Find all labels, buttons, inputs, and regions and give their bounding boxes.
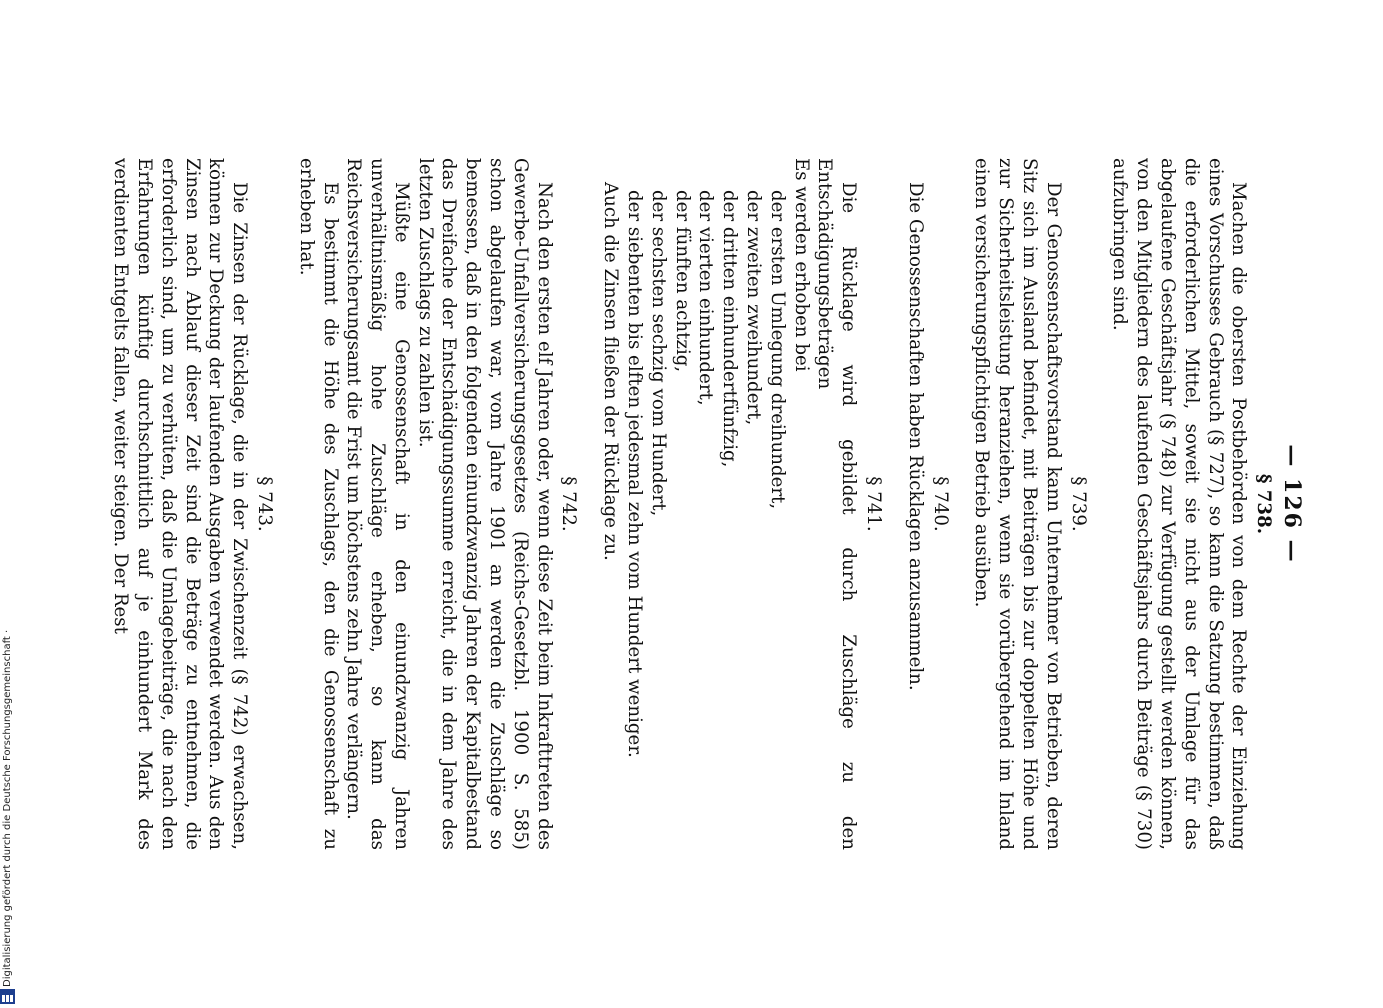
dfg-logo-icon — [0, 989, 15, 1000]
paragraph: Auch die Zinsen fließen der Rücklage zu. — [600, 182, 622, 561]
section-742 — [294, 158, 581, 850]
list-item: der siebenten bis elften jedesmal zehn vom Hundert weniger. — [624, 190, 646, 758]
list-item: der zweiten zweihundert, — [743, 190, 765, 426]
section-743 — [108, 158, 276, 850]
list-item: der ersten Umlegung dreihundert, — [766, 190, 788, 510]
section-739 — [970, 158, 1090, 850]
digitization-stamp — [0, 607, 16, 1000]
paragraph: Die Rücklage wird gebildet durch Zuschläge zu den Entschädigungsbeträgen — [814, 158, 860, 850]
section-heading: § 743. — [253, 476, 275, 532]
paragraph: Die Genossenschaften haben Rücklagen anzusammeln. — [904, 182, 926, 691]
paragraph: Der Genossenschaftsvorstand kann Unternehmer von Betrieben, deren Sitz sich im Ausland befindet, mit Beiträgen bis zur doppelten Höhe und zur Sicherheitsleistung heranziehen, wenn sie vorübergehend im Inland einen versicherungspflichtigen Betrieb ausüben. — [971, 158, 1064, 850]
paragraph: Es werden erhoben bei — [790, 158, 812, 372]
list-item: der sechsten sechzig vom Hundert, — [647, 190, 669, 517]
paragraph: Nach den ersten elf Jahren oder, wenn diese Zeit beim Inkrafttreten des Gewerbe-Unfallversicherungsgesetzes (Reichs-Gesetzbl. 1900 S. 585) schon abgelaufen war, vom Jahre 1901 an werden die Zuschläge so bemessen, daß in den folgenden einundzwanzig Jahren der Kapitalbestand das Dreifache der Entschädigungssumme erreicht, die in dem Jahre des letzten Zuschlags zu zahlen ist. — [414, 158, 555, 850]
section-738 — [1108, 158, 1276, 850]
section-741 — [598, 158, 885, 850]
section-heading: § 739. — [1067, 476, 1089, 532]
list-item: der fünften achtzig, — [671, 190, 693, 373]
paragraph: Es bestimmt die Höhe des Zuschlags, den die Genossenschaft zu erheben hat. — [295, 158, 341, 850]
paragraph: Die Zinsen der Rücklage, die in der Zwischenzeit (§ 742) erwachsen, können zur Deckung der laufenden Ausgaben verwendet werden. Aus den Zinsen nach Ablauf dieser Zeit sind die Beträge zu entnehmen, die erforderlich sind, um zu verhüten, daß die Umlagebeiträge, die nach den Erfahrungen künftig durchschnittlich auf je einhundert Mark des verdienten Entgelts fallen, weiter steigen. Der Rest — [110, 158, 251, 850]
section-heading: § 740. — [929, 476, 951, 532]
paragraph: Müßte eine Genossenschaft in den einundzwanzig Jahren unverhältnismäßig hohe Zuschläge erheben, so kann das Reichsversicherungsamt die Frist um höchstens zehn Jahre verlängern. — [343, 158, 412, 850]
section-heading: § 741. — [863, 476, 885, 532]
stamp-text: Digitalisierung gefördert durch die Deutsche Forschungsgemeinschaft · — [2, 629, 13, 987]
section-heading: § 742. — [558, 476, 580, 532]
section-heading: § 738. — [1253, 473, 1275, 535]
surcharge-list — [622, 158, 789, 850]
list-item: der dritten einhundertfünfzig, — [719, 190, 741, 468]
paragraph: Machen die obersten Postbehörden von dem Rechte der Einziehung eines Vorschusses Gebrauch (§ 727), so kann die Satzung bestimmen, daß die erforderlichen Mittel, soweit sie nicht aus der Umlage für das abgelaufene Geschäftsjahr (§ 748) zur Verfügung gestellt werden können, von den Mitgliedern des laufenden Geschäftsjahrs durch Beiträge (§ 730) aufzubringen sind. — [1109, 158, 1250, 850]
page-number: — 126 — — [1279, 444, 1305, 564]
list-item: der vierten einhundert, — [695, 190, 717, 406]
section-740 — [903, 158, 952, 850]
